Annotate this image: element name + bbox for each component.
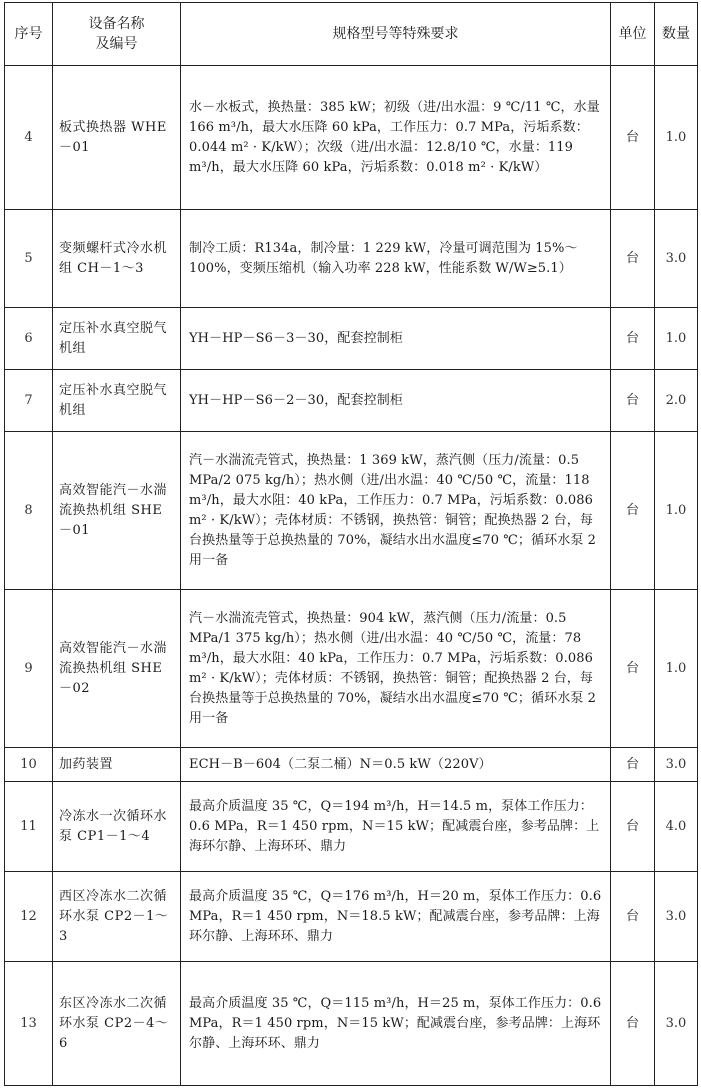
- row-spec: YH－HP－S6－2－30，配套控制柜: [181, 370, 611, 432]
- row-seq: 7: [5, 370, 53, 432]
- row-name: 冷冻水一次循环水泵 CP1－1～4: [53, 782, 181, 872]
- row-seq: 13: [5, 962, 53, 1086]
- row-qty: 4.0: [655, 782, 698, 872]
- row-spec: 最高介质温度 35 ℃，Q＝194 m³/h，H＝14.5 m，泵体工作压力：0.6 MPa，R＝1 450 rpm，N＝15 kW；配减震台座，参考品牌：上海环尔静、上海环环、鼎力: [181, 782, 611, 872]
- row-seq: 12: [5, 872, 53, 962]
- row-qty: 1.0: [655, 66, 698, 210]
- row-unit: 台: [611, 962, 655, 1086]
- row-name: 加药装置: [53, 748, 181, 782]
- row-name: 定压补水真空脱气机组: [53, 370, 181, 432]
- header-qty: 数量: [655, 3, 698, 66]
- row-seq: 10: [5, 748, 53, 782]
- row-unit: 台: [611, 748, 655, 782]
- row-unit: 台: [611, 210, 655, 308]
- header-unit: 单位: [611, 3, 655, 66]
- row-name: 板式换热器 WHE－01: [53, 66, 181, 210]
- header-name: [53, 3, 181, 66]
- row-unit: 台: [611, 432, 655, 590]
- row-qty: 3.0: [655, 748, 698, 782]
- row-spec: 汽－水湍流壳管式，换热量：1 369 kW，蒸汽侧（压力/流量：0.5 MPa/2 075 kg/h）；热水侧（进/出水温：40 ℃/50 ℃，流量：118 m³/h，最大水阻：40 kPa，工作压力：0.7 MPa，污垢系数：0.086 m² · K/kW）；壳体材质：不锈钢，换热管：铜管；配换热器 2 台，每台换热量等于总换热量的 70%，凝结水出水温度≤70 ℃；循环水泵 2 用一备: [181, 432, 611, 590]
- row-seq: 4: [5, 66, 53, 210]
- row-name: 高效智能汽－水湍流换热机组 SHE－02: [53, 590, 181, 748]
- equipment-table: [4, 2, 698, 1086]
- row-qty: 3.0: [655, 210, 698, 308]
- row-qty: 3.0: [655, 962, 698, 1086]
- row-qty: 1.0: [655, 590, 698, 748]
- table-row: [5, 308, 698, 370]
- row-qty: 1.0: [655, 432, 698, 590]
- row-seq: 6: [5, 308, 53, 370]
- row-spec: 水－水板式，换热量：385 kW；初级（进/出水温：9 ℃/11 ℃，水量 166 m³/h，最大水压降 60 kPa，工作压力：0.7 MPa，污垢系数：0.044 m² · K/kW）；次级（进/出水温：12.8/10 ℃，水量：119 m³/h，最大水压降 60 kPa，污垢系数：0.018 m² · K/kW）: [181, 66, 611, 210]
- table-row: [5, 782, 698, 872]
- table-row: [5, 210, 698, 308]
- row-spec: 最高介质温度 35 ℃，Q＝115 m³/h，H＝25 m，泵体工作压力：0.6 MPa，R＝1 450 rpm，N＝15 kW；配减震台座，参考品牌：上海环尔静、上海环环、鼎力: [181, 962, 611, 1086]
- row-seq: 9: [5, 590, 53, 748]
- table-row: [5, 370, 698, 432]
- table-row: [5, 872, 698, 962]
- row-spec: ECH－B－604（二泵二桶）N＝0.5 kW（220V）: [181, 748, 611, 782]
- row-qty: 2.0: [655, 370, 698, 432]
- row-unit: 台: [611, 370, 655, 432]
- table-row: [5, 748, 698, 782]
- row-unit: 台: [611, 308, 655, 370]
- row-name: 定压补水真空脱气机组: [53, 308, 181, 370]
- row-qty: 1.0: [655, 308, 698, 370]
- row-unit: 台: [611, 872, 655, 962]
- header-name-line2: 及编号: [95, 36, 138, 52]
- row-unit: 台: [611, 590, 655, 748]
- row-name: 西区冷冻水二次循环水泵 CP2－1～3: [53, 872, 181, 962]
- row-name: 变频螺杆式冷水机组 CH－1～3: [53, 210, 181, 308]
- row-spec: 制冷工质：R134a，制冷量：1 229 kW，冷量可调范围为 15%～100%，变频压缩机（输入功率 228 kW，性能系数 W/W≥5.1）: [181, 210, 611, 308]
- header-seq: 序号: [5, 3, 53, 66]
- row-spec: YH－HP－S6－3－30，配套控制柜: [181, 308, 611, 370]
- row-name: 东区冷冻水二次循环水泵 CP2－4～6: [53, 962, 181, 1086]
- row-unit: 台: [611, 66, 655, 210]
- row-spec: 最高介质温度 35 ℃，Q＝176 m³/h，H＝20 m，泵体工作压力：0.6 MPa，R＝1 450 rpm，N＝18.5 kW；配减震台座，参考品牌：上海环尔静、上海环环、鼎力: [181, 872, 611, 962]
- row-seq: 8: [5, 432, 53, 590]
- table-row: [5, 962, 698, 1086]
- row-seq: 5: [5, 210, 53, 308]
- table-row: [5, 66, 698, 210]
- header-spec: 规格型号等特殊要求: [181, 3, 611, 66]
- table-header-row: [5, 3, 698, 66]
- row-name: 高效智能汽－水湍流换热机组 SHE－01: [53, 432, 181, 590]
- row-qty: 3.0: [655, 872, 698, 962]
- row-spec: 汽－水湍流壳管式，换热量：904 kW，蒸汽侧（压力/流量：0.5 MPa/1 375 kg/h）；热水侧（进/出水温：40 ℃/50 ℃，流量：78 m³/h，最大水阻：40 kPa，工作压力：0.7 MPa，污垢系数：0.086 m² · K/kW）；壳体材质：不锈钢，换热管：铜管；配换热器 2 台，每台换热量等于总换热量的 70%，凝结水出水温度≤70 ℃；循环水泵 2 用一备: [181, 590, 611, 748]
- row-unit: 台: [611, 782, 655, 872]
- table-row: [5, 590, 698, 748]
- row-seq: 11: [5, 782, 53, 872]
- table-row: [5, 432, 698, 590]
- header-name-line1: 设备名称: [88, 16, 145, 32]
